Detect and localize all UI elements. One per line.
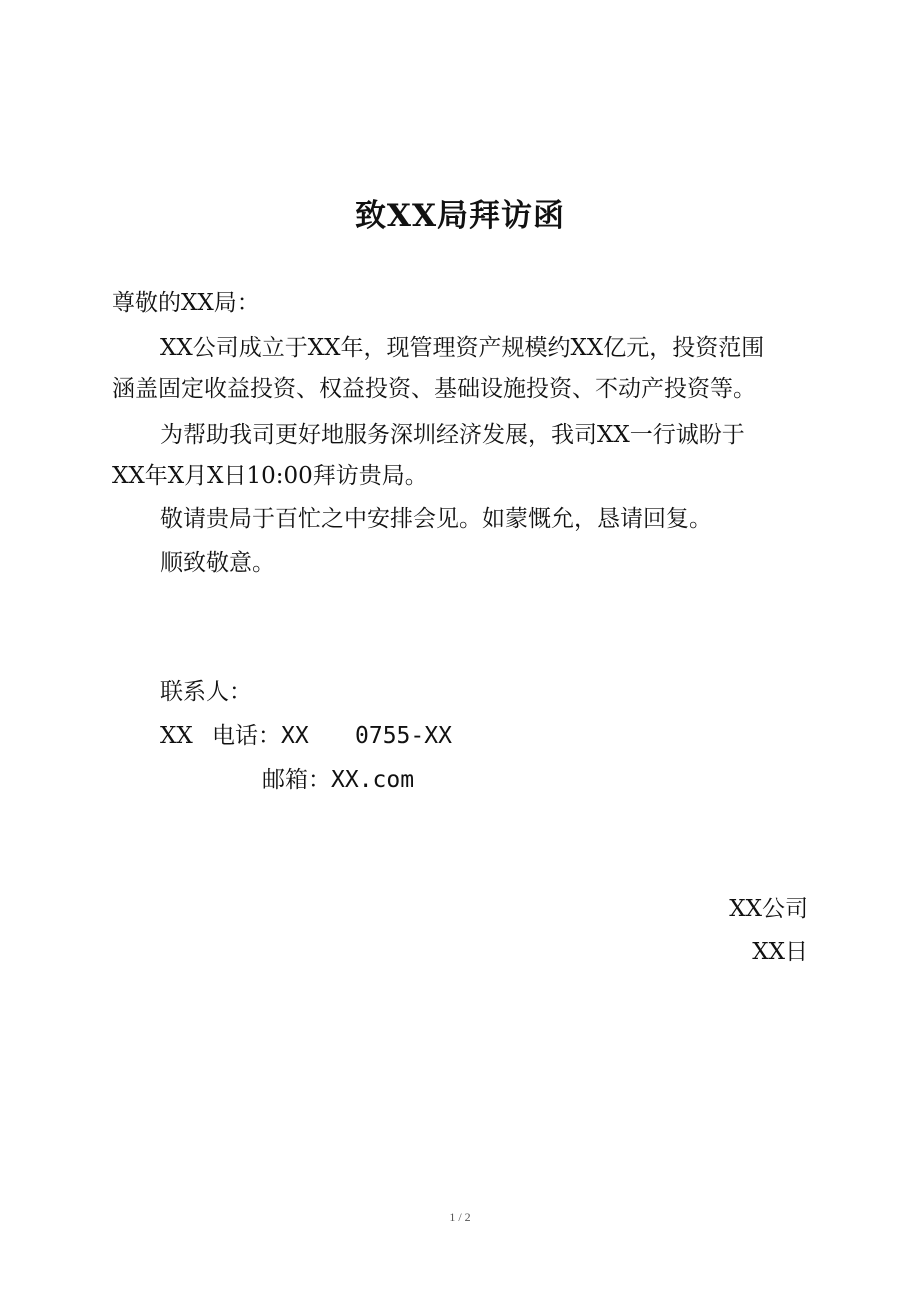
paragraph-2-line-2: XX年X月X日10:00拜访贵局。 <box>112 463 428 489</box>
paragraph-1-line-1: XX公司成立于XX年，现管理资产规模约XX亿元，投资范围 <box>160 335 765 361</box>
contact-label: 联系人： <box>160 679 252 705</box>
closing-line: 顺致敬意。 <box>160 550 275 576</box>
email-line <box>262 765 414 795</box>
salutation: 尊敬的XX局： <box>112 290 260 316</box>
paragraph-2-line-1: 为帮助我司更好地服务深圳经济发展，我司XX一行诚盼于 <box>160 422 745 448</box>
phone-label: 电话： <box>212 723 281 749</box>
contact-line <box>160 721 452 751</box>
page-number: 1 / 2 <box>449 1210 471 1224</box>
phone-value-a: XX <box>281 723 309 749</box>
email-value: XX.com <box>331 767 415 793</box>
signature-date: XX日 <box>752 939 808 965</box>
paragraph-1-line-2: 涵盖固定收益投资、权益投资、基础设施投资、不动产投资等。 <box>112 376 756 402</box>
signature-company: XX公司 <box>729 896 808 922</box>
paragraph-3: 敬请贵局于百忙之中安排会见。如蒙慨允，恳请回复。 <box>160 506 712 532</box>
email-label: 邮箱： <box>262 767 331 793</box>
phone-value-b: 0755-XX <box>355 723 452 749</box>
contact-name: XX <box>160 723 193 749</box>
document-title: 致XX局拜访函 <box>354 198 566 234</box>
